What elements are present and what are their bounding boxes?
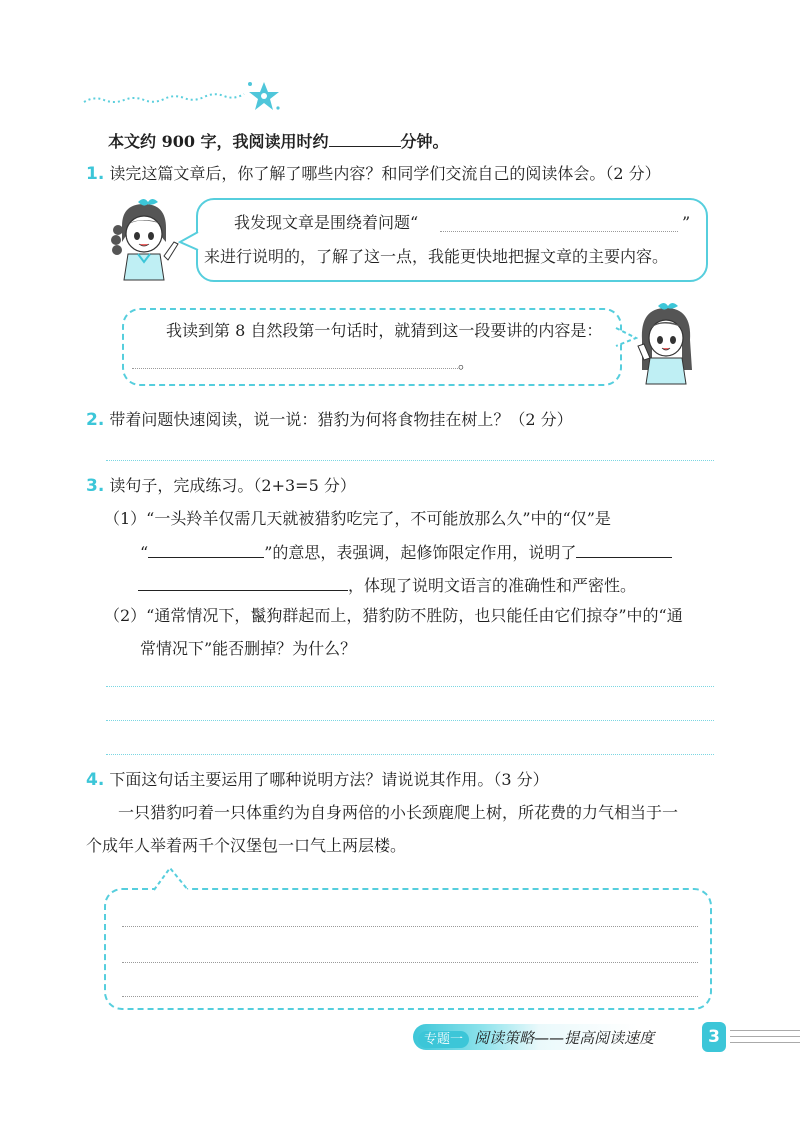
- q3-part1-blank-2[interactable]: [576, 541, 672, 558]
- footer-rule: [730, 1042, 800, 1043]
- answer-box-tail: [152, 866, 192, 892]
- reading-time-blank[interactable]: [329, 130, 401, 147]
- girl-illustration: [108, 196, 184, 282]
- reading-time-suffix: 分钟。: [400, 132, 449, 151]
- q3-part1-blank-3[interactable]: [138, 574, 348, 591]
- bubble-1-text-start: 我发现文章是围绕着问题“: [234, 213, 419, 232]
- q3-part1-line1: （1）“一头羚羊仅需几天就被猎豹吃完了，不可能放那么久”中的“仅”是: [104, 509, 611, 528]
- page-number: 3: [702, 1022, 726, 1052]
- speech-bubble-2: [122, 308, 622, 386]
- bubble-1-close-quote: ”: [682, 213, 691, 232]
- bubble-1-tail: [178, 230, 200, 252]
- bubble-1-line-2: 来进行说明的，了解了这一点，我能更快地把握文章的主要内容。: [204, 247, 669, 266]
- q3-part1-line2: [140, 541, 672, 563]
- bubble-1-answer-blank[interactable]: [440, 231, 678, 232]
- footer-label: [418, 1027, 654, 1048]
- q3-answer-line[interactable]: [106, 686, 714, 687]
- q3-part1-line3: [138, 574, 636, 596]
- header-wave-decoration: [82, 78, 282, 118]
- q3-part1-line2-text: ”的意思，表强调，起修饰限定作用，说明了: [264, 543, 577, 562]
- girl-illustration: [632, 300, 702, 386]
- q3-part2-line2: 常情况下”能否删掉？为什么？: [140, 639, 357, 658]
- question-3: [86, 476, 356, 496]
- q4-passage-line1: 一只猎豹叼着一只体重约为自身两倍的小长颈鹿爬上树，所花费的力气相当于一: [118, 803, 679, 822]
- bubble-2-answer-blank[interactable]: [132, 368, 458, 369]
- footer-title: 阅读策略——提高阅读速度: [474, 1029, 655, 1047]
- question-prompt: 下面这句话主要运用了哪种说明方法？请说说其作用。（3 分）: [109, 770, 549, 789]
- q4-answer-line[interactable]: [122, 962, 698, 963]
- q3-part2-line1: （2）“通常情况下，鬣狗群起而上，猎豹防不胜防，也只能任由它们掠夺”中的“通: [104, 606, 683, 625]
- topic-badge: 专题一: [418, 1031, 469, 1048]
- question-number: 4.: [86, 770, 105, 790]
- q2-answer-line[interactable]: [106, 460, 714, 461]
- q4-answer-box: [104, 888, 712, 1010]
- q3-part1-blank-1[interactable]: [148, 541, 264, 558]
- footer-rule: [730, 1036, 800, 1037]
- q3-answer-line[interactable]: [106, 754, 714, 755]
- bubble-2-period: 。: [458, 353, 475, 372]
- q4-answer-line[interactable]: [122, 996, 698, 997]
- question-1: [86, 164, 661, 184]
- open-quote: “: [140, 543, 149, 562]
- reading-time-prefix: 本文约 900 字，我阅读用时约: [108, 132, 329, 151]
- reading-time-line: [108, 130, 449, 152]
- q3-part1-line3-text: ，体现了说明文语言的准确性和严密性。: [348, 576, 637, 595]
- question-number: 2.: [86, 410, 105, 430]
- q4-answer-line[interactable]: [122, 926, 698, 927]
- bubble-2-line-1: 我读到第 8 自然段第一句话时，就猜到这一段要讲的内容是：: [166, 321, 603, 340]
- q4-passage-line2: 个成年人举着两千个汉堡包一口气上两层楼。: [86, 836, 407, 855]
- footer-rule: [730, 1030, 800, 1031]
- question-4: [86, 770, 549, 790]
- question-number: 3.: [86, 476, 105, 496]
- question-2: [86, 410, 573, 430]
- question-number: 1.: [86, 164, 105, 184]
- question-prompt: 带着问题快速阅读，说一说：猎豹为何将食物挂在树上？（2 分）: [109, 410, 573, 429]
- question-prompt: 读句子，完成练习。（2+3=5 分）: [109, 476, 356, 495]
- q3-answer-line[interactable]: [106, 720, 714, 721]
- speech-bubble-1: [196, 198, 708, 282]
- bubble-1-line-1: [234, 213, 418, 233]
- star-icon: [249, 82, 279, 110]
- question-prompt: 读完这篇文章后，你了解了哪些内容？和同学们交流自己的阅读体会。（2 分）: [109, 164, 661, 183]
